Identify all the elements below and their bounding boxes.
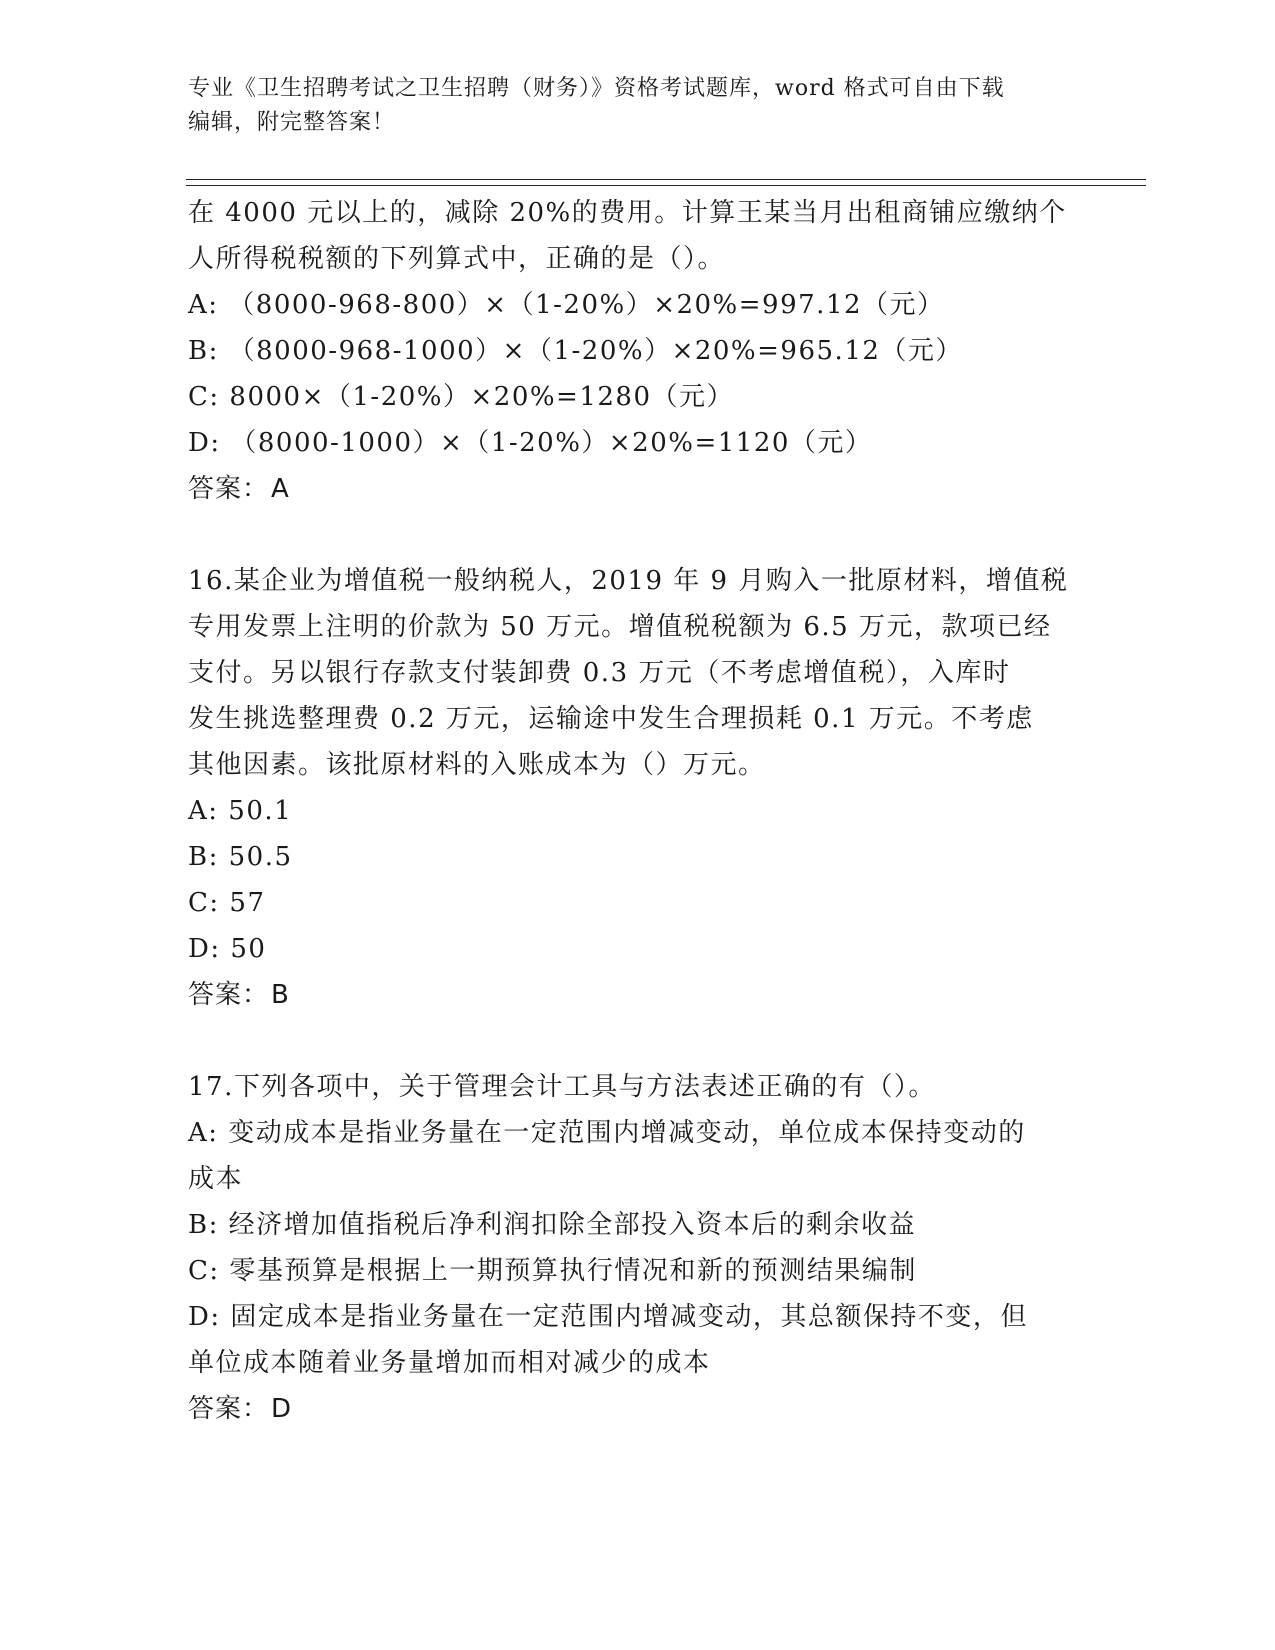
question-stem-line: 17.下列各项中，关于管理会计工具与方法表述正确的有（）。 bbox=[188, 1072, 936, 1102]
option-c: C: 57 bbox=[188, 888, 266, 918]
answer-value: B bbox=[271, 980, 290, 1010]
answer-value: D bbox=[271, 1394, 293, 1424]
option-c: C: 8000×（1-20%）×20%=1280（元） bbox=[188, 382, 735, 412]
question-stem-line: 专用发票上注明的价款为 50 万元。增值税税额为 6.5 万元，款项已经 bbox=[188, 612, 1052, 642]
question-stem-line: 其他因素。该批原材料的入账成本为（）万元。 bbox=[188, 750, 766, 780]
option-b: B: 50.5 bbox=[188, 842, 293, 872]
question-15 bbox=[188, 190, 1088, 512]
option-a-continued: 成本 bbox=[188, 1164, 244, 1194]
option-d: D: （8000-1000）×（1-20%）×20%=1120（元） bbox=[188, 428, 873, 458]
answer-value: A bbox=[271, 474, 290, 504]
option-a: A: 变动成本是指业务量在一定范围内增减变动，单位成本保持变动的 bbox=[188, 1118, 1026, 1148]
header-divider-bottom bbox=[186, 185, 1146, 186]
answer-label: 答案： bbox=[188, 980, 270, 1010]
header-line-1: 专业《卫生招聘考试之卫生招聘（财务）》资格考试题库，word 格式可自由下载 bbox=[188, 76, 1005, 101]
header-line-2: 编辑，附完整答案！ bbox=[188, 110, 396, 135]
option-b: B: 经济增加值指税后净利润扣除全部投入资本后的剩余收益 bbox=[188, 1210, 917, 1240]
option-b: B: （8000-968-1000）×（1-20%）×20%=965.12（元） bbox=[188, 336, 963, 366]
spacer bbox=[188, 512, 1088, 558]
answer-label: 答案： bbox=[188, 474, 270, 504]
question-stem-line: 16.某企业为增值税一般纳税人，2019 年 9 月购入一批原材料，增值税 bbox=[188, 566, 1069, 596]
question-stem-line: 支付。另以银行存款支付装卸费 0.3 万元（不考虑增值税），入库时 bbox=[188, 658, 1011, 688]
question-stem-line: 在 4000 元以上的，减除 20%的费用。计算王某当月出租商铺应缴纳个 bbox=[188, 198, 1067, 228]
option-d-continued: 单位成本随着业务量增加而相对减少的成本 bbox=[188, 1348, 711, 1378]
answer-line bbox=[188, 1386, 1088, 1432]
option-d: D: 固定成本是指业务量在一定范围内增减变动，其总额保持不变，但 bbox=[188, 1302, 1028, 1332]
document-header bbox=[188, 72, 1078, 140]
answer-line bbox=[188, 972, 1088, 1018]
question-stem-line: 发生挑选整理费 0.2 万元，运输途中发生合理损耗 0.1 万元。不考虑 bbox=[188, 704, 1034, 734]
question-16 bbox=[188, 558, 1088, 1018]
option-d: D: 50 bbox=[188, 934, 267, 964]
option-a: A: （8000-968-800）×（1-20%）×20%=997.12（元） bbox=[188, 290, 945, 320]
question-stem-line: 人所得税税额的下列算式中，正确的是（）。 bbox=[188, 244, 726, 274]
question-17 bbox=[188, 1064, 1088, 1432]
question-content bbox=[188, 190, 1088, 1432]
answer-label: 答案： bbox=[188, 1394, 270, 1424]
option-c: C: 零基预算是根据上一期预算执行情况和新的预测结果编制 bbox=[188, 1256, 917, 1286]
answer-line bbox=[188, 466, 1088, 512]
header-divider-top bbox=[186, 179, 1146, 180]
option-a: A: 50.1 bbox=[188, 796, 293, 826]
spacer bbox=[188, 1018, 1088, 1064]
